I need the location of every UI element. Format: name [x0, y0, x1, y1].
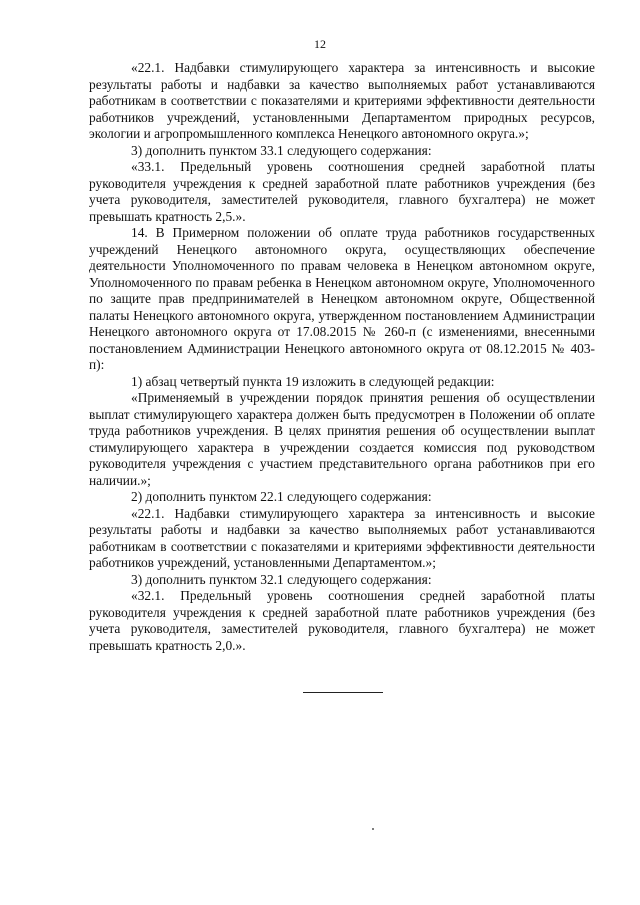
paragraph-subitem-2: 2) дополнить пунктом 22.1 следующего содержания:	[131, 489, 432, 504]
paragraph-point-22-1-text: «22.1. Надбавки стимулирующего характера за интенсивность и высокие результаты работы и надбавки за качество выполняемых работ устанавливаются работникам в соответствии с показателями и критериями эффективности деятельности работников учреждений, установленными Департаментом.»;	[89, 505, 595, 570]
page-number: 12	[314, 37, 326, 51]
end-separator-line	[303, 692, 383, 693]
paragraph-point-32-1-text: «32.1. Предельный уровень соотношения средней заработной платы руководителя учреждения к средней заработной плате работников учреждения (без учета руководителя, заместителей руководителя, главного бухгалтера) не может превышать кратность 2,0.».	[89, 588, 595, 653]
paragraph-point-33-1-text: «33.1. Предельный уровень соотношения средней заработной платы руководителя учреждения к средней заработной плате работников учреждения (без учета руководителя, заместителей руководителя, главного бухгалтера) не может превышать кратность 2,5.».	[89, 159, 595, 224]
document-body	[89, 60, 595, 654]
stray-dot-mark	[372, 828, 374, 830]
paragraph-add-point-33-1: 3) дополнить пунктом 33.1 следующего содержания:	[131, 142, 432, 158]
paragraph-subitem-3: 3) дополнить пунктом 32.1 следующего содержания:	[131, 571, 432, 587]
paragraph-item-14: 14. В Примерном положении об оплате труда работников государственных учреждений Ненецкого автономного округа, осуществляющих обеспечение деятельности Уполномоченного по правам человека в Ненецком автономном округе, Уполномоченного по правам ребенка в Ненецком автономном округе, Уполномоченного по защите прав предпринимателей в Ненецком автономном округе, Общественной палаты Ненецкого автономного округа, утвержденном постановлением Администрации Ненецкого автономного округа от 17.08.2015 № 260-п (с изменениями, внесенными постановлением Администрации Ненецкого автономного округа от 08.12.2015 № 403-п):	[89, 225, 595, 372]
paragraph-subitem-1: 1) абзац четвертый пункта 19 изложить в следующей редакции:	[131, 373, 495, 389]
paragraph-22-1-departament-prirodnykh-resursov: «22.1. Надбавки стимулирующего характера за интенсивность и высокие результаты работы и надбавки за качество выполняемых работ устанавливаются работникам в соответствии с показателями и критериями эффективности деятельности работников учреждений, установленными Департаментом природных ресурсов, экологии и агропромышленного комплекса Ненецкого автономного округа.»;	[89, 60, 595, 141]
paragraph-quoted-new-wording: «Применяемый в учреждении порядок принятия решения об осуществлении выплат стимулирующего характера должен быть предусмотрен в Положении об оплате труда работников учреждения. В целях принятия решения об осуществлении выплат стимулирующего характера в учреждении создается комиссия под руководством руководителя учреждения с участием представительного органа работников при его наличии.»;	[89, 390, 595, 488]
